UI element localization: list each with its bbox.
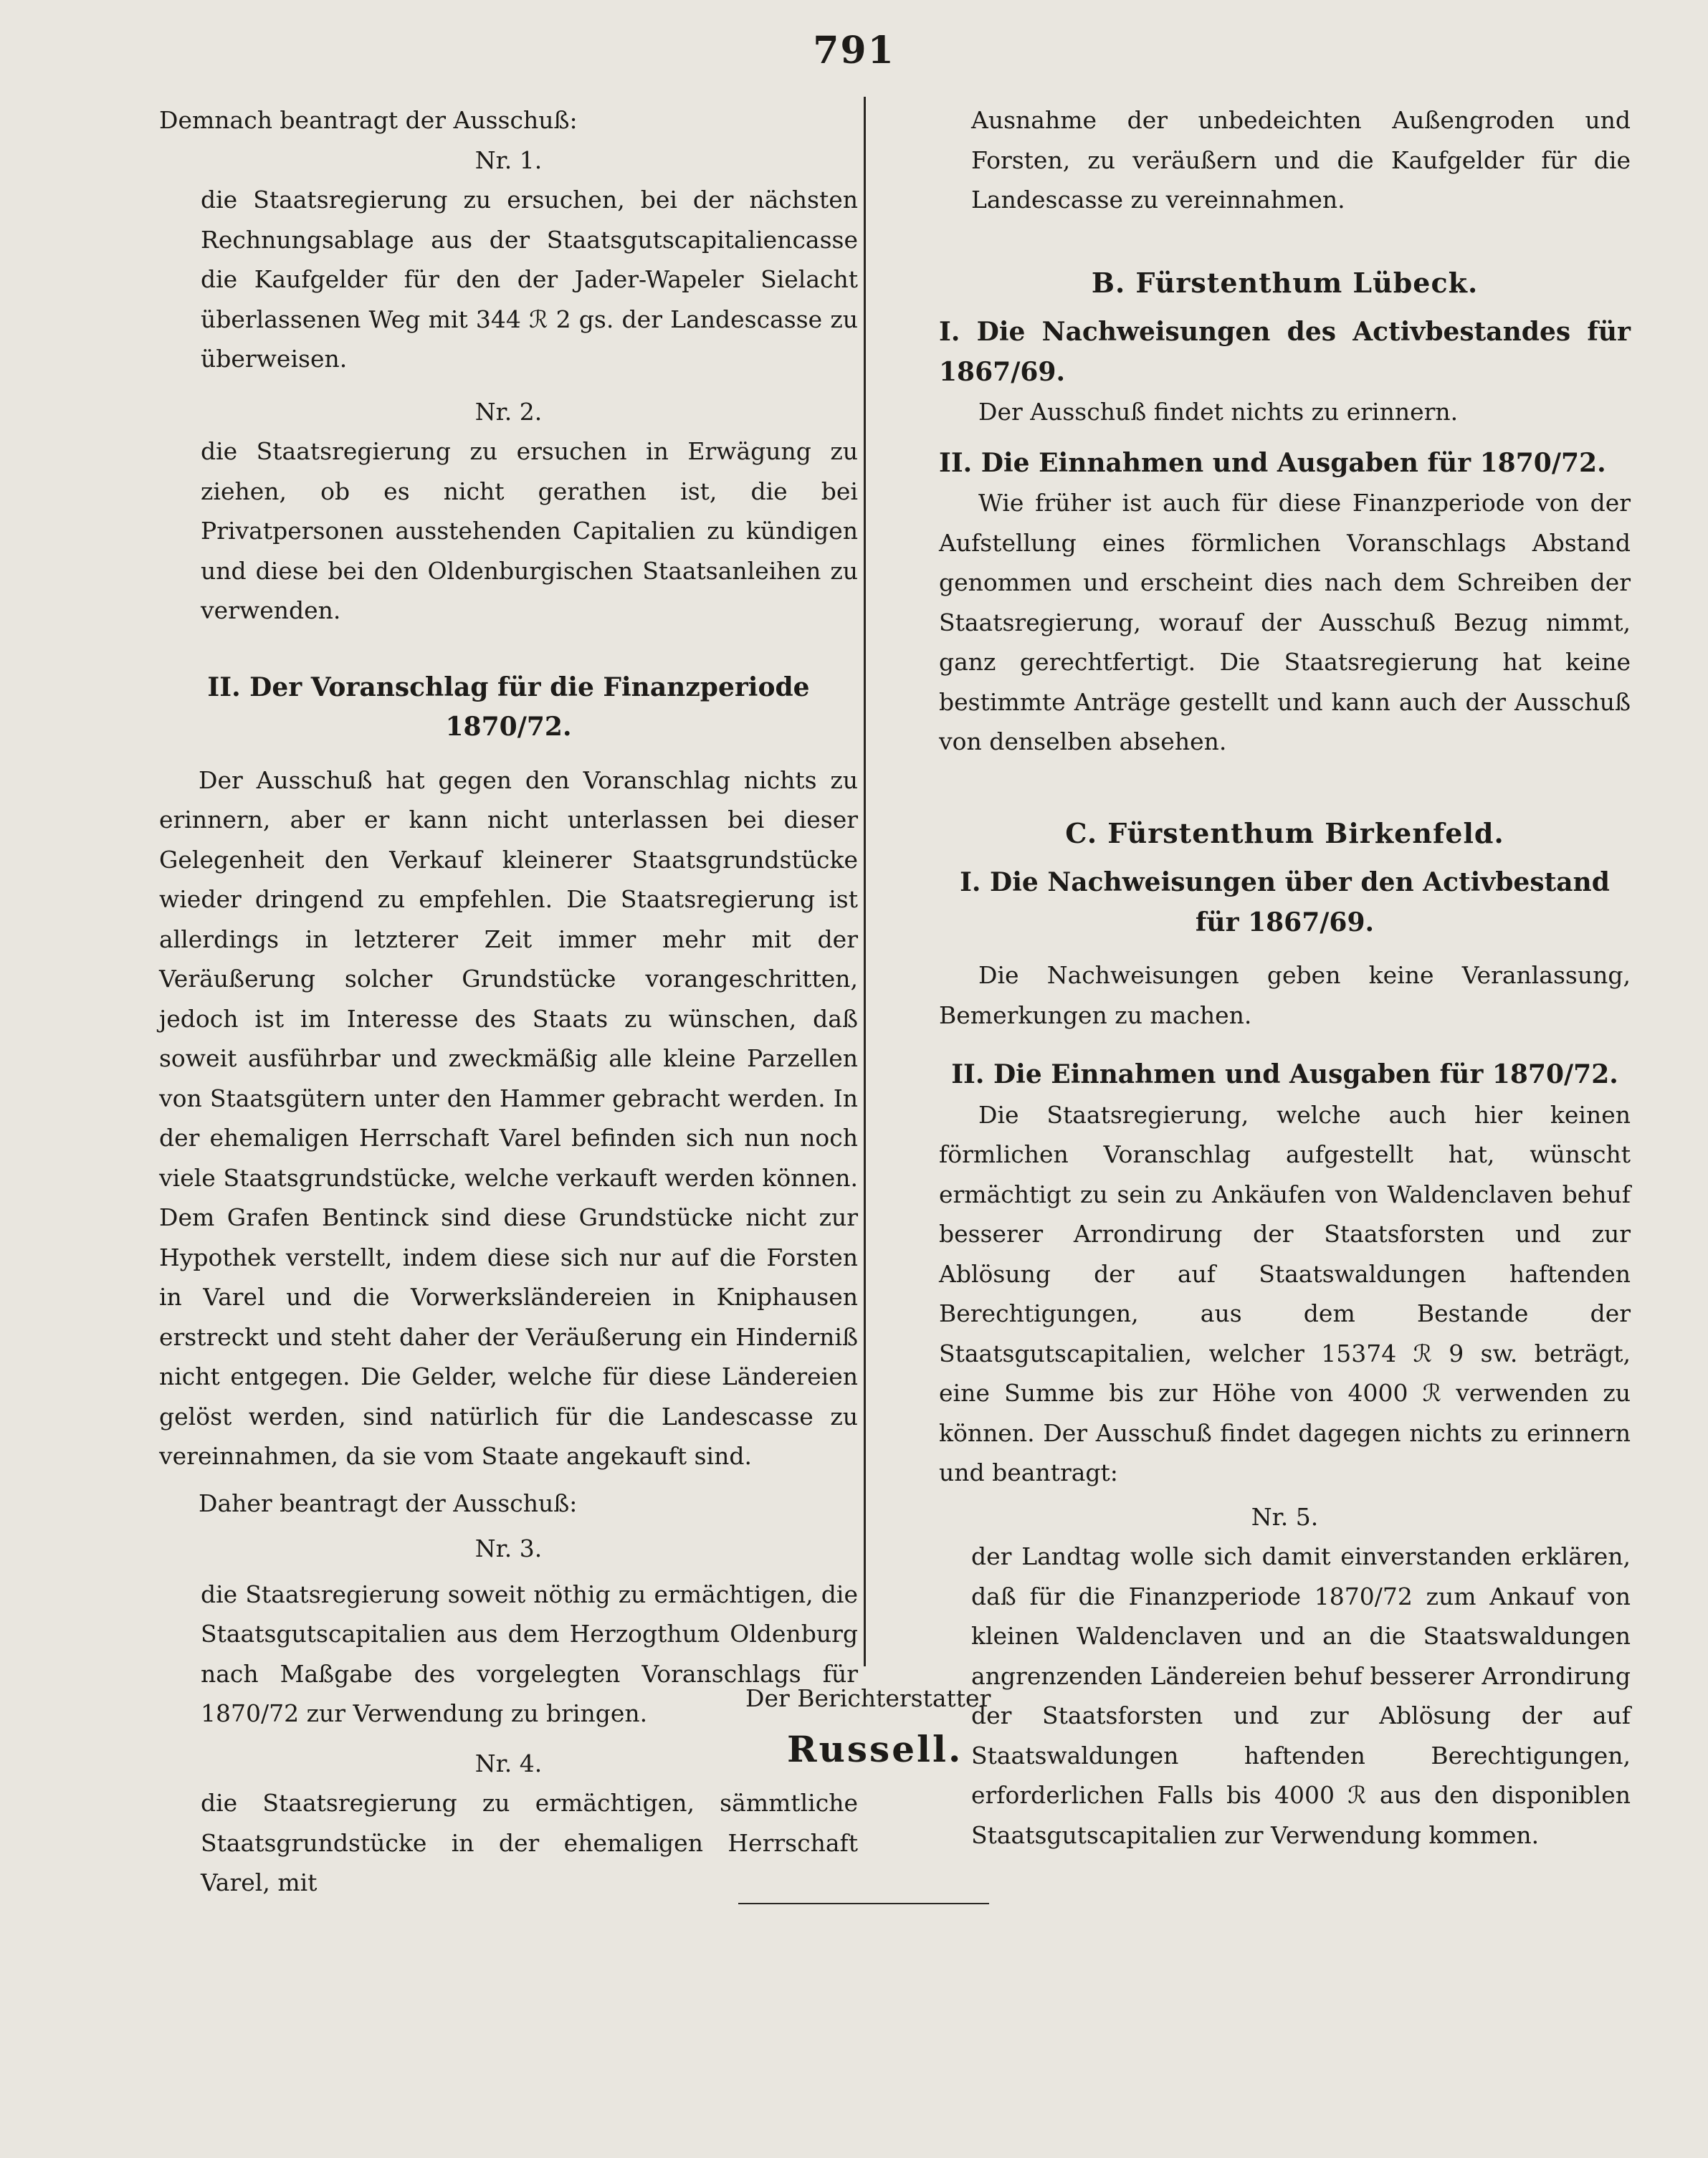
column-divider [864, 97, 866, 1666]
section-b-title: Fürstenthum Lübeck. [1135, 266, 1479, 299]
section-c-numeral-2: II. [951, 1059, 985, 1089]
motion-text-1: die Staatsregierung zu ersuchen, bei der nächsten Rechnungsablage aus der Staatsgutscapitaliencasse die Kaufgelder für den der Jader-Wapeler Sielacht überlassenen Weg mit 344 ℛ 2 gs. der Landescasse zu überweisen. [201, 186, 858, 373]
motion-text-3: die Staatsregierung soweit nöthig zu ermächtigen, die Staatsgutscapitalien aus dem Herzogthum Oldenburg nach Maßgabe des vorgelegten Voranschlags für 1870/72 zur Verwendung zu bringen. [201, 1580, 858, 1727]
section-numeral: II. [207, 672, 241, 702]
section-c-numeral-1: I. [960, 867, 981, 897]
motion-text-5: der Landtag wolle sich damit einverstanden erklären, daß für die Finanzperiode 1870/72 zum Ankauf von kleinen Waldenclaven und an die Staatswaldungen angrenzenden Ländereien behuf besserer Arrondirung der Staatsforsten und zur Ablösung der auf Staatswaldungen haftenden Berechtigungen, erforderlichen Falls bis 4000 ℛ aus den disponiblen Staatsgutscapitalien zur Verwendung kommen. [971, 1542, 1631, 1849]
section-c-subheading-1 [939, 863, 1631, 942]
section-b-subheading-1 [939, 312, 1631, 392]
section-c-subheading-1-text: Die Nachweisungen über den Activbestand für 1867/69. [990, 867, 1610, 937]
section-c-paragraph-1: Die Nachweisungen geben keine Veranlassung, Bemerkungen zu machen. [939, 961, 1631, 1029]
motion-text-4: die Staatsregierung zu ermächtigen, sämmtliche Staatsgrundstücke in der ehemaligen Herrschaft Varel, mit [201, 1789, 858, 1896]
signature-name: Russell. [787, 1728, 963, 1770]
signature-label: Der Berichterstatter [745, 1684, 991, 1712]
motion-text-2: die Staatsregierung zu ersuchen in Erwägung zu ziehen, ob es nicht gerathen ist, die bei Privatpersonen ausstehenden Capitalien zu kündigen und diese bei den Oldenburgischen Staatsanleihen zu verwenden. [201, 437, 858, 624]
motion-text-4-continued: Ausnahme der unbedeichten Außengroden und Forsten, zu veräußern und die Kaufgelder für die Landescasse zu vereinnahmen. [971, 106, 1631, 214]
section-b-subheading-2 [939, 444, 1631, 484]
section-c-subheading-2-text: Die Einnahmen und Ausgaben für 1870/72. [993, 1059, 1618, 1089]
section-c-title: Fürstenthum Birkenfeld. [1107, 816, 1504, 849]
motion-number-3: Nr. 3. [474, 1534, 543, 1562]
motion-intro: Demnach beantragt der Ausschuß: [159, 106, 578, 134]
section-b-subheading-2-text: Die Einnahmen und Ausgaben für 1870/72. [981, 447, 1606, 478]
section-b-paragraph-2: Wie früher ist auch für diese Finanzperiode von der Aufstellung eines förmlichen Voranschlags Abstand genommen und erscheint dies nach dem Schreiben der Staatsregierung, worauf der Ausschuß Bezug nimmt, ganz gerechtfertigt. Die Staatsregierung hat keine bestimmte Anträge gestellt und kann auch der Ausschuß von denselben absehen. [939, 489, 1631, 755]
section-b-heading [939, 263, 1631, 303]
section-b-letter: B. [1091, 266, 1126, 299]
section-c-paragraph-2: Die Staatsregierung, welche auch hier keinen förmlichen Voranschlag aufgestellt hat, wünscht ermächtigt zu sein zu Ankäufen von Waldenclaven behuf besserer Arrondirung der Staatsforsten und zur Ablösung der auf Staatswaldungen haftenden Berechtigungen, aus dem Bestande der Staatsgutscapitalien, welcher 15374 ℛ 9 sw. beträgt, eine Summe bis zur Höhe von 4000 ℛ verwenden zu können. Der Ausschuß findet dagegen nichts zu erinnern und beantragt: [939, 1100, 1631, 1486]
section-heading-budget [159, 668, 858, 748]
section-b-paragraph-1: Der Ausschuß findet nichts zu erinnern. [978, 398, 1459, 426]
section-heading-text: Der Voranschlag für die Finanzperiode 1870/72. [249, 672, 810, 742]
motion-intro-2: Daher beantragt der Ausschuß: [199, 1489, 578, 1517]
section-c-letter: C. [1065, 816, 1098, 849]
signature-block [745, 1684, 991, 1770]
right-column [939, 100, 1631, 1855]
section-c-heading [939, 813, 1631, 854]
left-column [159, 100, 858, 1903]
motion-number-1: Nr. 1. [474, 145, 543, 174]
section-b-numeral-2: II. [939, 447, 973, 478]
motion-number-5: Nr. 5. [1251, 1502, 1319, 1531]
page-number: 791 [813, 29, 895, 72]
closing-rule [738, 1903, 989, 1904]
budget-paragraph: Der Ausschuß hat gegen den Voranschlag nichts zu erinnern, aber er kann nicht unterlassen bei dieser Gelegenheit den Verkauf kleinerer Staatsgrundstücke wieder dringend zu empfehlen. Die Staatsregierung ist allerdings in letzterer Zeit immer mehr mit der Veräußerung solcher Grundstücke vorangeschritten, jedoch ist im Interesse des Staats zu wünschen, daß soweit ausführbar und zweckmäßig alle kleine Parzellen von Staatsgütern unter den Hammer gebracht werden. In der ehemaligen Herrschaft Varel befinden sich nun noch viele Staatsgrundstücke, welche verkauft werden können. Dem Grafen Bentinck sind diese Grundstücke nicht zur Hypothek verstellt, indem diese sich nur auf die Forsten in Varel und die Vorwerksländereien in Kniphausen erstreckt und steht daher der Veräußerung ein Hinderniß nicht entgegen. Die Gelder, welche für diese Ländereien gelöst werden, sind natürlich für die Landescasse zu vereinnahmen, da sie vom Staate angekauft sind. [159, 765, 858, 1470]
section-b-numeral-1: I. [939, 317, 960, 347]
section-b-subheading-1-text: Die Nachweisungen des Activbestandes für 1867/69. [939, 317, 1631, 387]
section-c-subheading-2 [939, 1055, 1631, 1095]
motion-number-2: Nr. 2. [474, 397, 543, 426]
motion-number-4: Nr. 4. [474, 1749, 543, 1777]
